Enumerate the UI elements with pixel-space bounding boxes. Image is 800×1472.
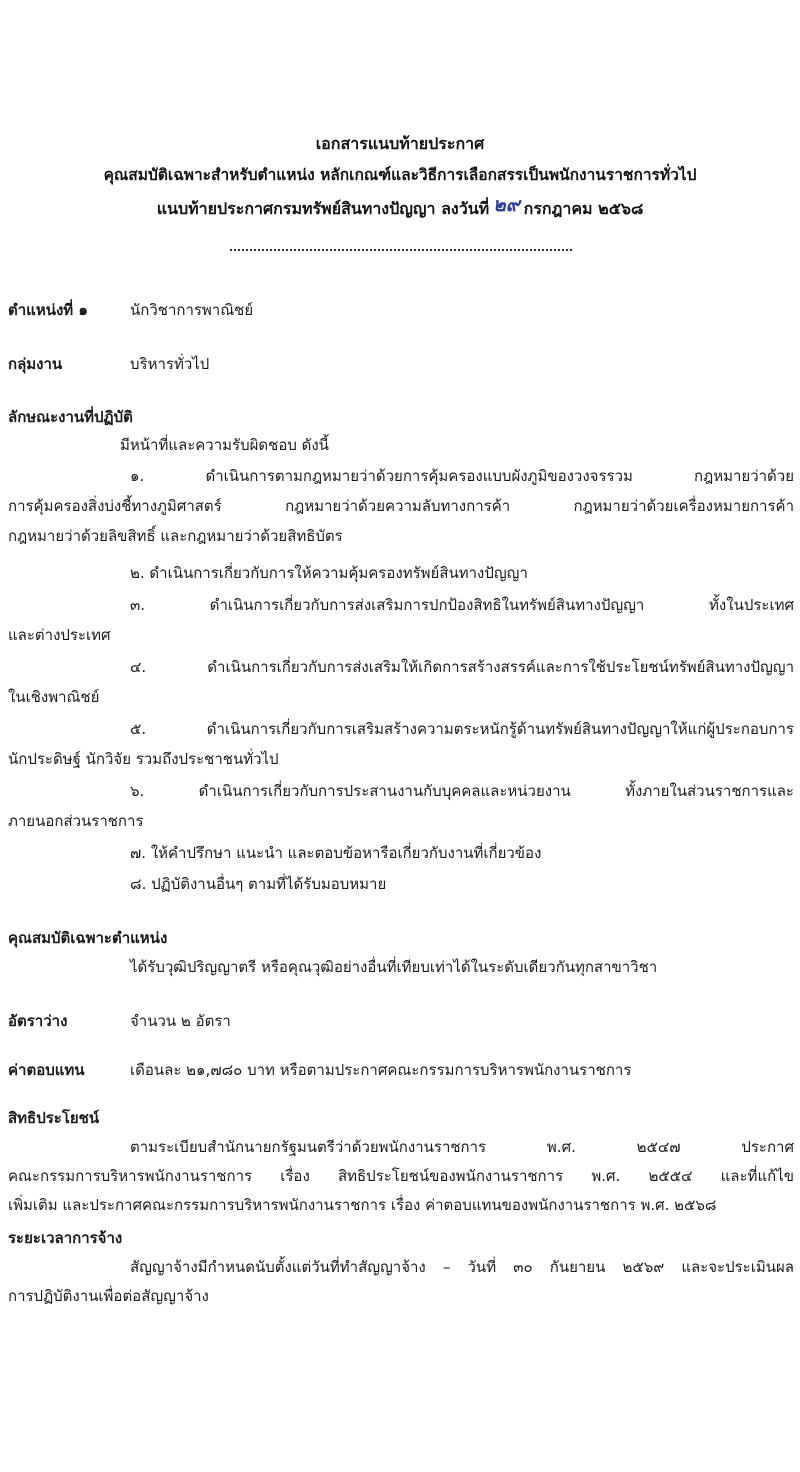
duty-item-7: ๗. ให้คำปรึกษา แนะนำ และตอบข้อหารือเกี่ยวกับงานที่เกี่ยวข้อง [130,844,542,862]
document-title: เอกสารแนบท้ายประกาศ [315,134,485,153]
duty-item-8: ๘. ปฏิบัติงานอื่นๆ ตามที่ได้รับมอบหมาย [130,875,387,893]
duties-intro: มีหน้าที่และความรับผิดชอบ ดังนี้ [120,436,329,454]
duty-item-6: ๖. ดำเนินการเกี่ยวกับการประสานงานกับบุคคลและหน่วยงาน ทั้งภายในส่วนราชการและ [130,782,794,800]
qualifications-text: ได้รับวุฒิปริญญาตรี หรือคุณวุฒิอย่างอื่นที่เทียบเท่าได้ในระดับเดียวกันทุกสาขาวิชา [130,958,658,976]
duty-item-2: ๒. ดำเนินการเกี่ยวกับการให้ความคุ้มครองทรัพย์สินทางปัญญา [130,564,528,582]
compensation-value: เดือนละ ๒๑,๗๘๐ บาท หรือตามประกาศคณะกรรมการบริหารพนักงานราชการ [130,1061,632,1079]
benefits-line: ตามระเบียบสำนักนายกรัฐมนตรีว่าด้วยพนักงานราชการ พ.ศ. ๒๕๔๗ ประกาศ [130,1138,794,1156]
duty-item-4-cont: ในเชิงพาณิชย์ [8,688,100,706]
group-value: บริหารทั่วไป [130,355,210,373]
duty-item-5: ๕. ดำเนินการเกี่ยวกับการเสริมสร้างความตระหนักรู้ด้านทรัพย์สินทางปัญญาให้แก่ผู้ประกอบการ [130,720,794,738]
document-date-line [0,193,800,223]
duty-item-1: ๑. ดำเนินการตามกฎหมายว่าด้วยการคุ้มครองแบบผังภูมิของวงจรรวม กฎหมายว่าด้วย [130,467,794,485]
duty-item-3-cont: และต่างประเทศ [8,626,111,644]
contract-heading: ระยะเวลาการจ้าง [8,1229,123,1247]
position-label: ตำแหน่งที่ ๑ [8,301,88,319]
duty-item-1-cont: การคุ้มครองสิ่งบ่งชี้ทางภูมิศาสตร์ กฎหมายว่าด้วยความลับทางการค้า กฎหมายว่าด้วยเครื่องหมายการค้า [8,497,794,515]
duty-item-4: ๔. ดำเนินการเกี่ยวกับการส่งเสริมให้เกิดการสร้างสรรค์และการใช้ประโยชน์ทรัพย์สินทางปัญญา [130,658,794,676]
handwritten-day: ๒๙ [493,194,520,216]
announcement-month-year: กรกฎาคม ๒๕๖๘ [523,199,644,218]
announcement-ref: แนบท้ายประกาศกรมทรัพย์สินทางปัญญา ลงวันที่ [156,199,490,218]
group-label: กลุ่มงาน [8,355,63,373]
vacancies-label: อัตราว่าง [8,1012,68,1030]
benefits-heading: สิทธิประโยชน์ [8,1109,100,1127]
position-value: นักวิชาการพาณิชย์ [130,301,254,319]
dotted-divider [230,243,572,251]
document-subtitle: คุณสมบัติเฉพาะสำหรับตำแหน่ง หลักเกณฑ์และวิธีการเลือกสรรเป็นพนักงานราชการทั่วไป [103,166,697,184]
benefits-line: เพิ่มเติม และประกาศคณะกรรมการบริหารพนักงานราชการ เรื่อง ค่าตอบแทนของพนักงานราชการ พ.ศ. ๒๕๖๘ [8,1196,717,1214]
qualifications-heading: คุณสมบัติเฉพาะตำแหน่ง [8,929,168,947]
duty-item-3: ๓. ดำเนินการเกี่ยวกับการส่งเสริมการปกป้องสิทธิในทรัพย์สินทางปัญญา ทั้งในประเทศ [130,596,794,614]
vacancies-value: จำนวน ๒ อัตรา [130,1012,231,1030]
compensation-label: ค่าตอบแทน [8,1061,85,1079]
contract-line: สัญญาจ้างมีกำหนดนับตั้งแต่วันที่ทำสัญญาจ้าง – วันที่ ๓๐ กันยายน ๒๕๖๙ และจะประเมินผล [130,1258,794,1276]
duties-heading: ลักษณะงานที่ปฏิบัติ [8,408,133,426]
duty-item-1-cont: กฎหมายว่าด้วยลิขสิทธิ์ และกฎหมายว่าด้วยสิทธิบัตร [8,527,343,545]
contract-line: การปฏิบัติงานเพื่อต่อสัญญาจ้าง [8,1287,209,1305]
benefits-line: คณะกรรมการบริหารพนักงานราชการ เรื่อง สิทธิประโยชน์ของพนักงานราชการ พ.ศ. ๒๕๕๔ และที่แก้ไข [8,1167,794,1185]
duty-item-6-cont: ภายนอกส่วนราชการ [8,812,144,830]
duty-item-5-cont: นักประดิษฐ์ นักวิจัย รวมถึงประชาชนทั่วไป [8,750,279,768]
